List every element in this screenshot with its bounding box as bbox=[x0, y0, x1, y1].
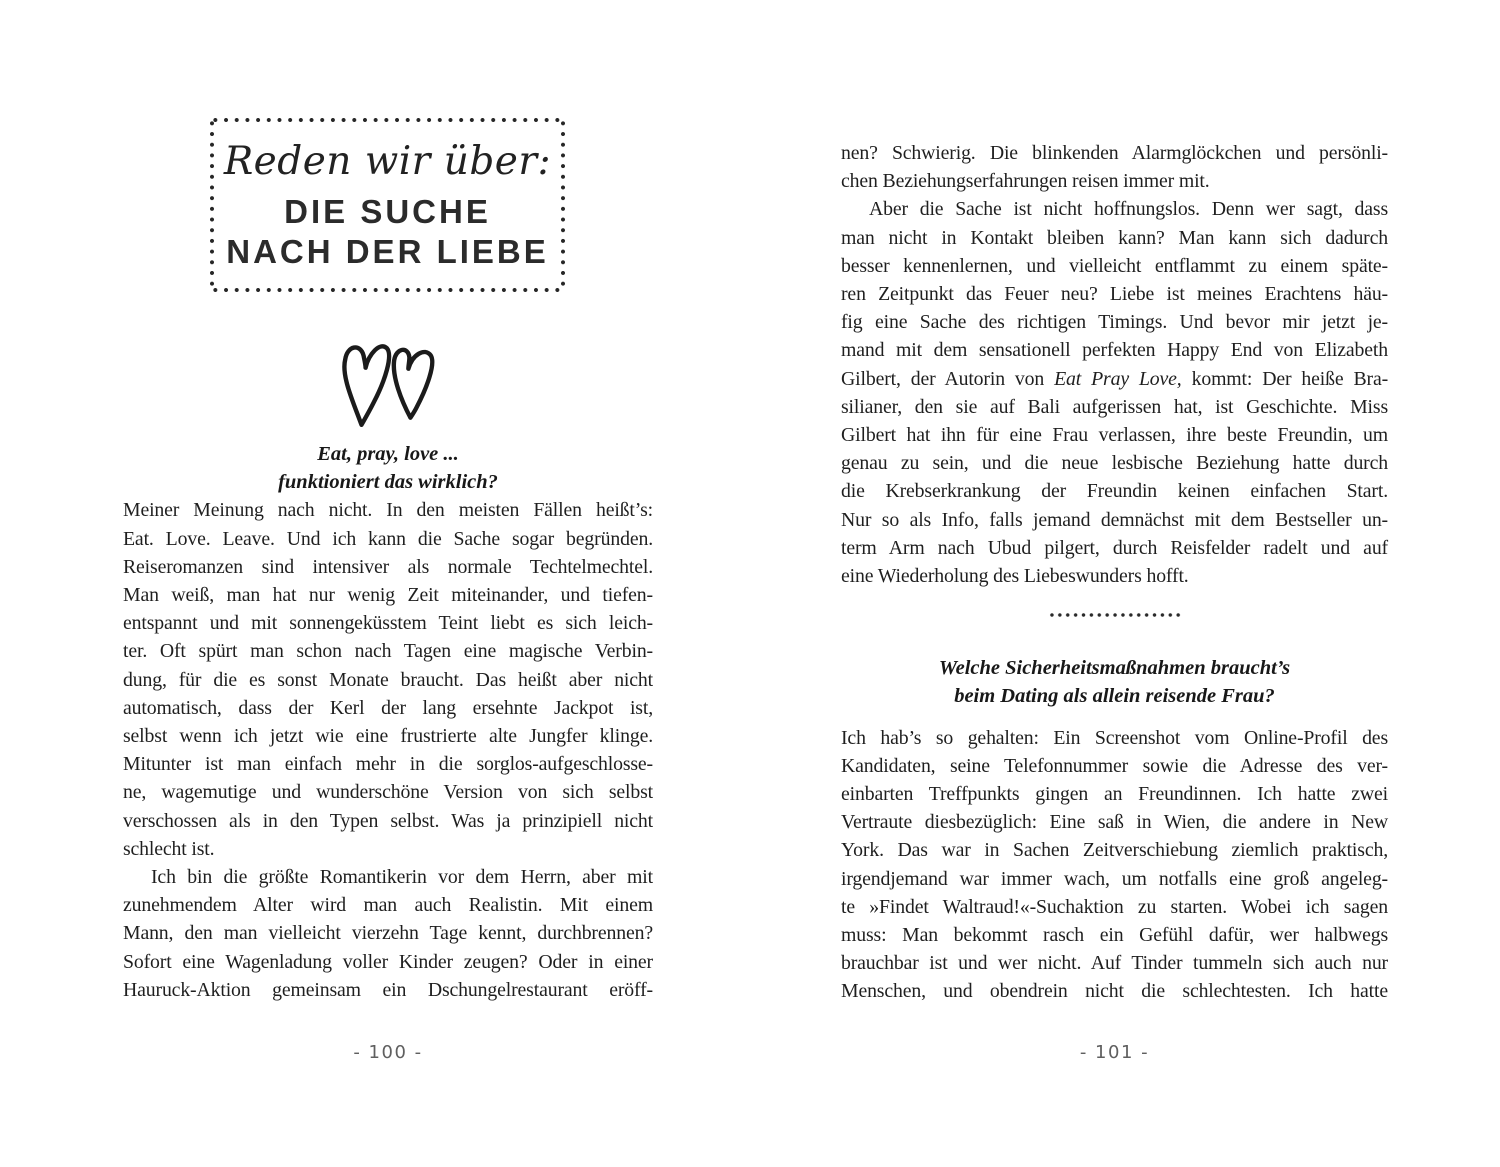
text-line: Mitunter ist man einfach mehr in die sorglos-aufgeschlosse- bbox=[123, 753, 653, 776]
text-line: selbst wenn ich jetzt wie eine frustrierte alte Jungfer klinge. bbox=[123, 725, 653, 748]
left-page-text bbox=[123, 440, 653, 1004]
text-segment: Eat Pray Love, bbox=[1054, 367, 1182, 390]
text-line: zunehmendem Alter wird man auch Realistin. Mit einem bbox=[123, 894, 653, 917]
text-line: York. Das war in Sachen Zeitverschiebung ziemlich praktisch, bbox=[841, 839, 1388, 862]
dotted-border-right-icon bbox=[560, 118, 566, 292]
text-line: Nur so als Info, falls jemand demnächst mit dem Bestseller un- bbox=[841, 508, 1388, 531]
chapter-title-line-1: DIE SUCHE bbox=[284, 193, 491, 230]
section-heading bbox=[841, 654, 1388, 710]
dotted-border-left-icon bbox=[209, 118, 215, 292]
text-line: Mann, den man vielleicht vierzehn Tage kennt, durchbrennen? bbox=[123, 922, 653, 945]
text-line: silianer, den sie auf Bali aufgerissen hat, ist Geschichte. Miss bbox=[841, 395, 1388, 418]
paragraph bbox=[841, 724, 1388, 1006]
section-heading-line: funktioniert das wirklich? bbox=[278, 471, 498, 494]
text-line bbox=[841, 365, 1388, 393]
left-page bbox=[123, 0, 653, 1167]
text-line: eine Wiederholung des Liebeswunders hofft. bbox=[841, 565, 1189, 588]
text-line: schlecht ist. bbox=[123, 837, 215, 860]
text-line: irgendjemand war immer wach, um notfalls eine groß angeleg- bbox=[841, 867, 1388, 890]
text-line: Ich bin die größte Romantikerin vor dem Herrn, aber mit bbox=[151, 866, 653, 889]
section-heading bbox=[123, 440, 653, 496]
text-line: Meiner Meinung nach nicht. In den meisten Fällen heißt’s: bbox=[123, 499, 653, 522]
chapter-kicker: Reden wir über: bbox=[223, 139, 552, 184]
text-segment: kommt: Der heiße Bra- bbox=[1181, 367, 1389, 390]
text-line: ter. Oft spürt man schon nach Tagen eine magische Verbin- bbox=[123, 640, 653, 663]
paragraph bbox=[841, 139, 1388, 195]
heart-icon bbox=[394, 350, 432, 418]
text-line: te »Findet Waltraud!«-Suchaktion zu starten. Wobei ich sagen bbox=[841, 895, 1388, 918]
page-number-left: - 100 - bbox=[353, 1042, 423, 1063]
section-heading-line: Welche Sicherheitsmaßnahmen braucht’s bbox=[938, 657, 1291, 680]
text-line: automatisch, dass der Kerl der lang ersehnte Jackpot ist, bbox=[123, 696, 653, 719]
text-line: man nicht in Kontakt bleiben kann? Man kann sich dadurch bbox=[841, 226, 1388, 249]
page-number-right: - 101 - bbox=[1079, 1042, 1150, 1063]
text-segment: Gilbert, der Autorin von bbox=[841, 367, 1055, 390]
text-line: Kandidaten, seine Telefonnummer sowie die Adresse des ver- bbox=[841, 754, 1388, 777]
text-line: muss: Man bekommt rasch ein Gefühl dafür, wer halbwegs bbox=[841, 924, 1388, 947]
text-line: einbarten Treffpunkts gingen an Freundinnen. Ich hatte zwei bbox=[841, 783, 1388, 806]
text-line: dung, für die es sonst Monate braucht. Das heißt aber nicht bbox=[123, 668, 653, 691]
chapter-title-box bbox=[209, 117, 566, 293]
paragraph bbox=[123, 496, 653, 863]
text-line: Gilbert hat ihn für eine Frau verlassen, ihre beste Freundin, um bbox=[841, 424, 1388, 447]
section-heading-line: Eat, pray, love ... bbox=[317, 443, 459, 465]
text-line: brauchbar ist und wer nicht. Auf Tinder tummeln sich auch nur bbox=[841, 952, 1388, 975]
text-line: Vertraute diesbezüglich: Eine saß in Wien, die andere in New bbox=[841, 811, 1388, 834]
text-line: chen Beziehungserfahrungen reisen immer mit. bbox=[841, 170, 1210, 193]
paragraph bbox=[841, 195, 1388, 590]
chapter-title-line-2: NACH DER LIEBE bbox=[226, 233, 549, 270]
dotted-border-bottom-icon bbox=[210, 287, 565, 293]
text-line: genau zu sein, und die neue lesbische Beziehung hatte durch bbox=[841, 452, 1388, 475]
text-line: Ich hab’s so gehalten: Ein Screenshot vom Online-Profil des bbox=[841, 726, 1388, 749]
text-line: nen? Schwierig. Die blinkenden Alarmglöckchen und persönli- bbox=[841, 142, 1388, 164]
text-line: Eat. Love. Leave. Und ich kann die Sache sogar begründen. bbox=[123, 527, 653, 550]
text-line: ne, wagemutige und wunderschöne Version von sich selbst bbox=[123, 781, 653, 804]
text-line: Sofort eine Wagenladung voller Kinder zeugen? Oder in einer bbox=[123, 950, 653, 973]
text-line: term Arm nach Ubud pilgert, durch Reisfelder radelt und auf bbox=[841, 536, 1388, 559]
text-line: Reiseromanzen sind intensiver als normale Techtelmechtel. bbox=[123, 555, 653, 578]
text-line: besser kennenlernen, und vielleicht entflammt zu einem späte- bbox=[841, 254, 1388, 277]
dotted-border-top-icon bbox=[210, 117, 565, 123]
text-line: Aber die Sache ist nicht hoffnungslos. Denn wer sagt, dass bbox=[869, 198, 1388, 221]
dotted-divider bbox=[1048, 612, 1182, 618]
text-line: die Krebserkrankung der Freundin keinen einfachen Start. bbox=[841, 480, 1388, 503]
section-heading-line: beim Dating als allein reisende Frau? bbox=[954, 685, 1275, 708]
text-line: Man weiß, man hat nur wenig Zeit miteinander, und tiefen- bbox=[123, 584, 653, 607]
hearts-illustration bbox=[335, 339, 441, 427]
text-line: fig eine Sache des richtigen Timings. Und bevor mir jetzt je- bbox=[841, 311, 1388, 334]
text-line: Hauruck-Aktion gemeinsam ein Dschungelrestaurant eröff- bbox=[123, 978, 653, 1001]
right-page-text bbox=[841, 139, 1388, 1006]
text-line: mand mit dem sensationell perfekten Happy End von Elizabeth bbox=[841, 339, 1388, 362]
text-line: verschossen als in den Typen selbst. Was ja prinzipiell nicht bbox=[123, 809, 653, 832]
text-line: ren Zeitpunkt das Feuer neu? Liebe ist meines Erachtens häu- bbox=[841, 283, 1388, 306]
right-page bbox=[841, 0, 1388, 1167]
paragraph bbox=[123, 863, 653, 1004]
heart-icon bbox=[344, 346, 389, 424]
text-line: entspannt und mit sonnengeküsstem Teint liebt es sich leich- bbox=[123, 612, 653, 635]
text-line: Menschen, und obendrein nicht die schlechtesten. Ich hatte bbox=[841, 980, 1388, 1003]
